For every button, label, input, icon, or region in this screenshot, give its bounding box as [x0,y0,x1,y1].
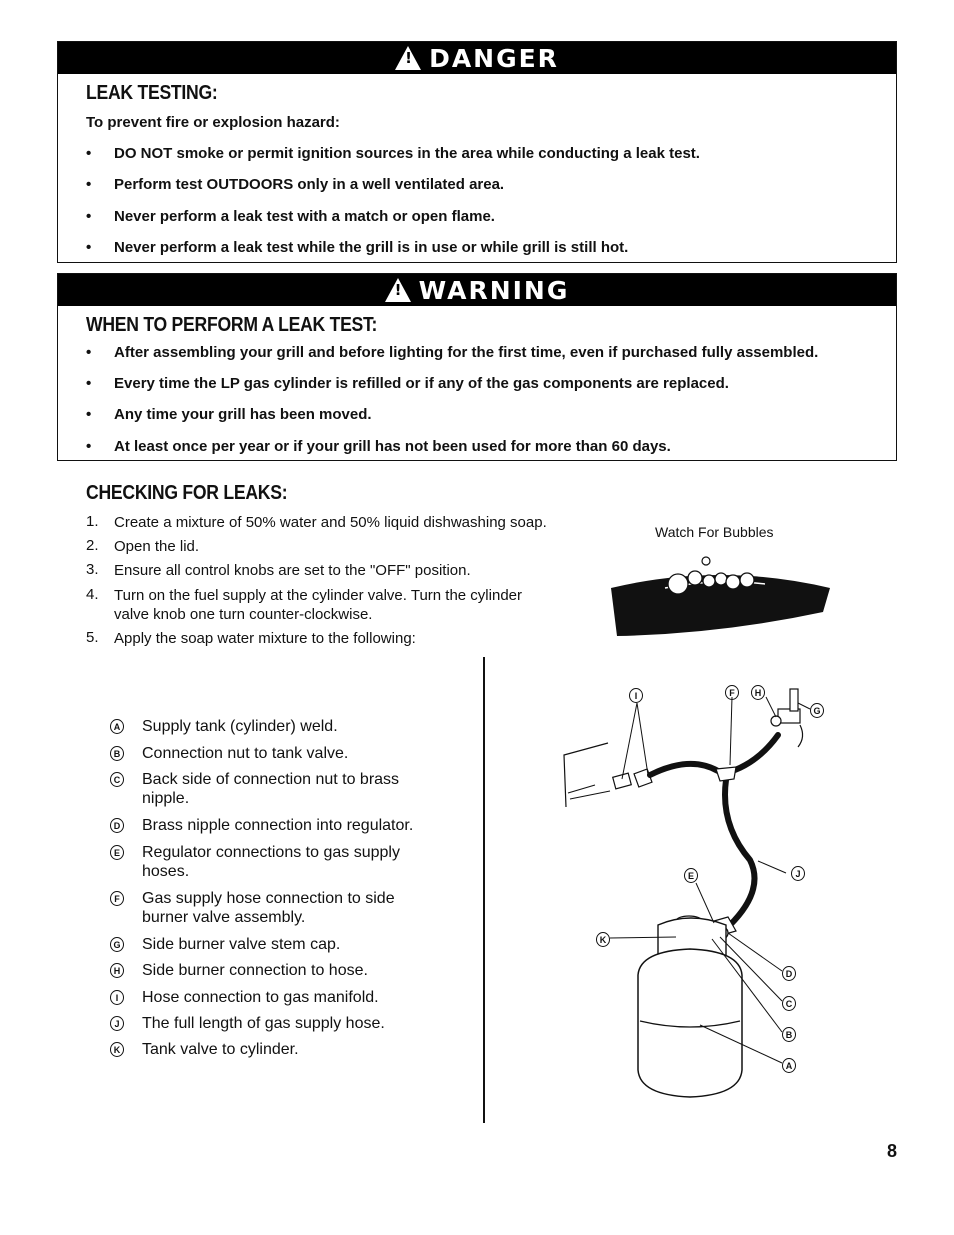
when-to-test-title: WHEN TO PERFORM A LEAK TEST: [86,314,378,336]
gas-system-diagram [550,675,850,1105]
checking-title: CHECKING FOR LEAKS: [86,482,288,504]
warning-triangle-icon: ! [385,278,411,302]
page-number: 8 [886,1141,897,1161]
warning-header-text: WARNING [418,275,570,305]
danger-header-text: DANGER [429,43,559,73]
warning-header [58,274,896,306]
danger-header [58,42,896,74]
column-divider [483,657,485,1123]
warning-triangle-icon: ! [395,46,421,70]
bubbles-label: Watch For Bubbles [655,524,774,540]
leak-testing-title: LEAK TESTING: [86,82,218,104]
warning-box [57,273,897,461]
danger-intro: To prevent fire or explosion hazard: [86,114,340,131]
bubbles-illustration [605,550,835,640]
